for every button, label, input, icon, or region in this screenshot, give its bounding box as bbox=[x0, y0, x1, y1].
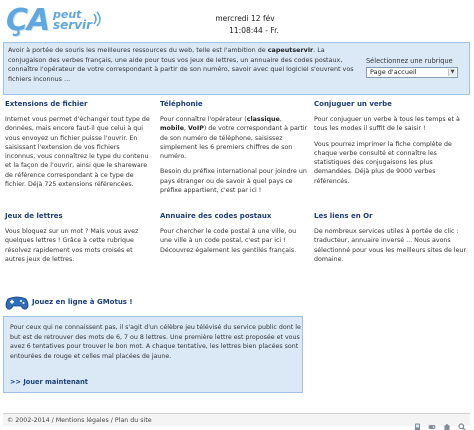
gmotus-box bbox=[3, 316, 303, 393]
section-text: Vous bloquez sur un mot ? Mais vous avez quelques lettres ! Grâce à cette rubrique résolvez rapidement vos mots croisés et autres jeux de lettres. bbox=[5, 228, 139, 263]
intro-text-part: Avoir à portée de souris les meilleures ressources du web, telle est l'ambition de bbox=[8, 46, 268, 54]
header bbox=[0, 0, 474, 42]
gmotus-header bbox=[4, 294, 204, 312]
section-telephonie bbox=[160, 100, 308, 199]
section-title-jeux[interactable]: Jeux de lettres bbox=[5, 212, 63, 220]
brand-name: capeutservir bbox=[267, 46, 314, 54]
footer-links bbox=[7, 417, 152, 424]
logo-peut: peut bbox=[53, 8, 82, 21]
section-title-extensions[interactable]: Extensions de fichier bbox=[5, 100, 88, 108]
link-voip[interactable]: VoIP bbox=[188, 125, 204, 133]
footer bbox=[3, 413, 470, 426]
section-codes-postaux bbox=[160, 212, 308, 259]
section-jeux bbox=[5, 212, 150, 268]
section-text: Pour conjuguer un verbe à tous les temps et à tous les modes il suffit de le saisir ! bbox=[314, 116, 460, 133]
gmotus-title[interactable]: Jouez en ligne à GMotus ! bbox=[32, 298, 133, 306]
gmotus-description: Pour ceux qui ne connaissent pas, il s'agit d'un célèbre jeu télévisé du service public dont le but est de retrouver des mots de 6, 7 ou 8 lettres. Une première lettre est proposée et vous avez 6 tentatives pour trouver le bon mot. A chaque tentative, les lettres bien placées sont entourées de rouge et celles mal placées de jaune. bbox=[10, 324, 301, 360]
section-title-conjuguer[interactable]: Conjuguer un verbe bbox=[314, 100, 392, 108]
section-text: De nombreux services utiles à portée de clic : traducteur, annuaire inversé ... Nous avons sélectionné pour vous les meilleurs sites de leur domaine. bbox=[314, 228, 467, 263]
footer-icons bbox=[412, 416, 466, 430]
section-text bbox=[160, 115, 308, 161]
intro-text bbox=[8, 46, 364, 84]
text-part: Pour connaître l'opérateur ( bbox=[160, 116, 247, 123]
text-part: , bbox=[183, 125, 188, 133]
link-mobile[interactable]: mobile bbox=[160, 125, 184, 133]
intro-text-part: . La conjugaison des verbes français, une aide pour tous vos jeux de lettres, un annuaire des codes postaux, connaître l'opérateur de votre correspondant à partir de son numéro, savoir avec quel logiciel s'ouvrent vos fichiers inconnus ... bbox=[8, 46, 354, 83]
search-icon[interactable] bbox=[458, 416, 466, 430]
section-title-codes[interactable]: Annuaire des codes postaux bbox=[160, 212, 272, 220]
current-date: mercredi 12 fév bbox=[215, 14, 275, 23]
section-liens bbox=[314, 212, 470, 268]
rubrique-selected-value: Page d'accueil bbox=[370, 68, 417, 76]
rubrique-label: Sélectionnez une rubrique bbox=[366, 57, 453, 65]
section-conjuguer bbox=[314, 100, 470, 190]
date-time bbox=[0, 14, 474, 35]
text-part: ) de votre correspondant à partir de son numéro de téléphone, saisissez simplement les 6 premiers chiffres de son numéro. bbox=[160, 125, 308, 161]
section-title-liens[interactable]: Les liens en Or bbox=[314, 212, 373, 220]
rubrique-select[interactable] bbox=[366, 67, 458, 78]
home-icon[interactable] bbox=[443, 416, 451, 430]
section-text: Vous pourrez imprimer la fiche complète de chaque verbe consulté et connaître les statistiques des conjugaisons les plus demandées. Déjà plus de 9000 verbes référencés. bbox=[314, 140, 452, 185]
play-now-link[interactable]: >> Jouer maintenant bbox=[10, 378, 88, 386]
game-icon[interactable] bbox=[428, 416, 436, 430]
logo-text: ÇA bbox=[6, 3, 50, 38]
text-part: , bbox=[279, 116, 282, 123]
separator: / bbox=[49, 417, 56, 424]
phone-icon[interactable] bbox=[414, 416, 421, 430]
rubrique-selector bbox=[366, 57, 468, 78]
section-text: Internet vous permet d'échanger tout type de données, mais encore faut-il que celui à qui vous envoyez un fichier puisse l'ouvrir. En saisissant l'extension de vos fichiers inconnus, vous connaîtrez le type du contenu et la façon de l'ouvrir, ainsi que le shareware de référence correspondant à ce type de fichier. Déjà 725 extensions référencées. bbox=[5, 116, 150, 189]
section-title-telephonie[interactable]: Téléphonie bbox=[160, 100, 203, 108]
link-classique[interactable]: classique bbox=[246, 116, 280, 123]
section-text: Pour chercher le code postal à une ville, ou une ville à un code postal, c'est par ici ! Découvrez également les gentilés français. bbox=[160, 228, 297, 254]
logo-servir: servir bbox=[53, 18, 93, 32]
current-time: 11:08:44 - Fr. bbox=[229, 26, 279, 35]
copyright: © 2002-2014 bbox=[7, 417, 50, 424]
game-controller-icon bbox=[4, 294, 30, 312]
separator: / bbox=[108, 417, 115, 424]
section-extensions bbox=[5, 100, 150, 193]
dropdown-arrow-icon[interactable]: ▼ bbox=[448, 69, 456, 76]
section-text: Besoin du préfixe international pour joindre un pays étranger ou de savoir à quel pays ce préfixe appartient, c'est par ici ! bbox=[160, 168, 307, 195]
intro-box bbox=[3, 42, 470, 95]
sitemap-link[interactable]: Plan du site bbox=[114, 417, 152, 424]
legal-link[interactable]: Mentions légales bbox=[55, 417, 109, 424]
